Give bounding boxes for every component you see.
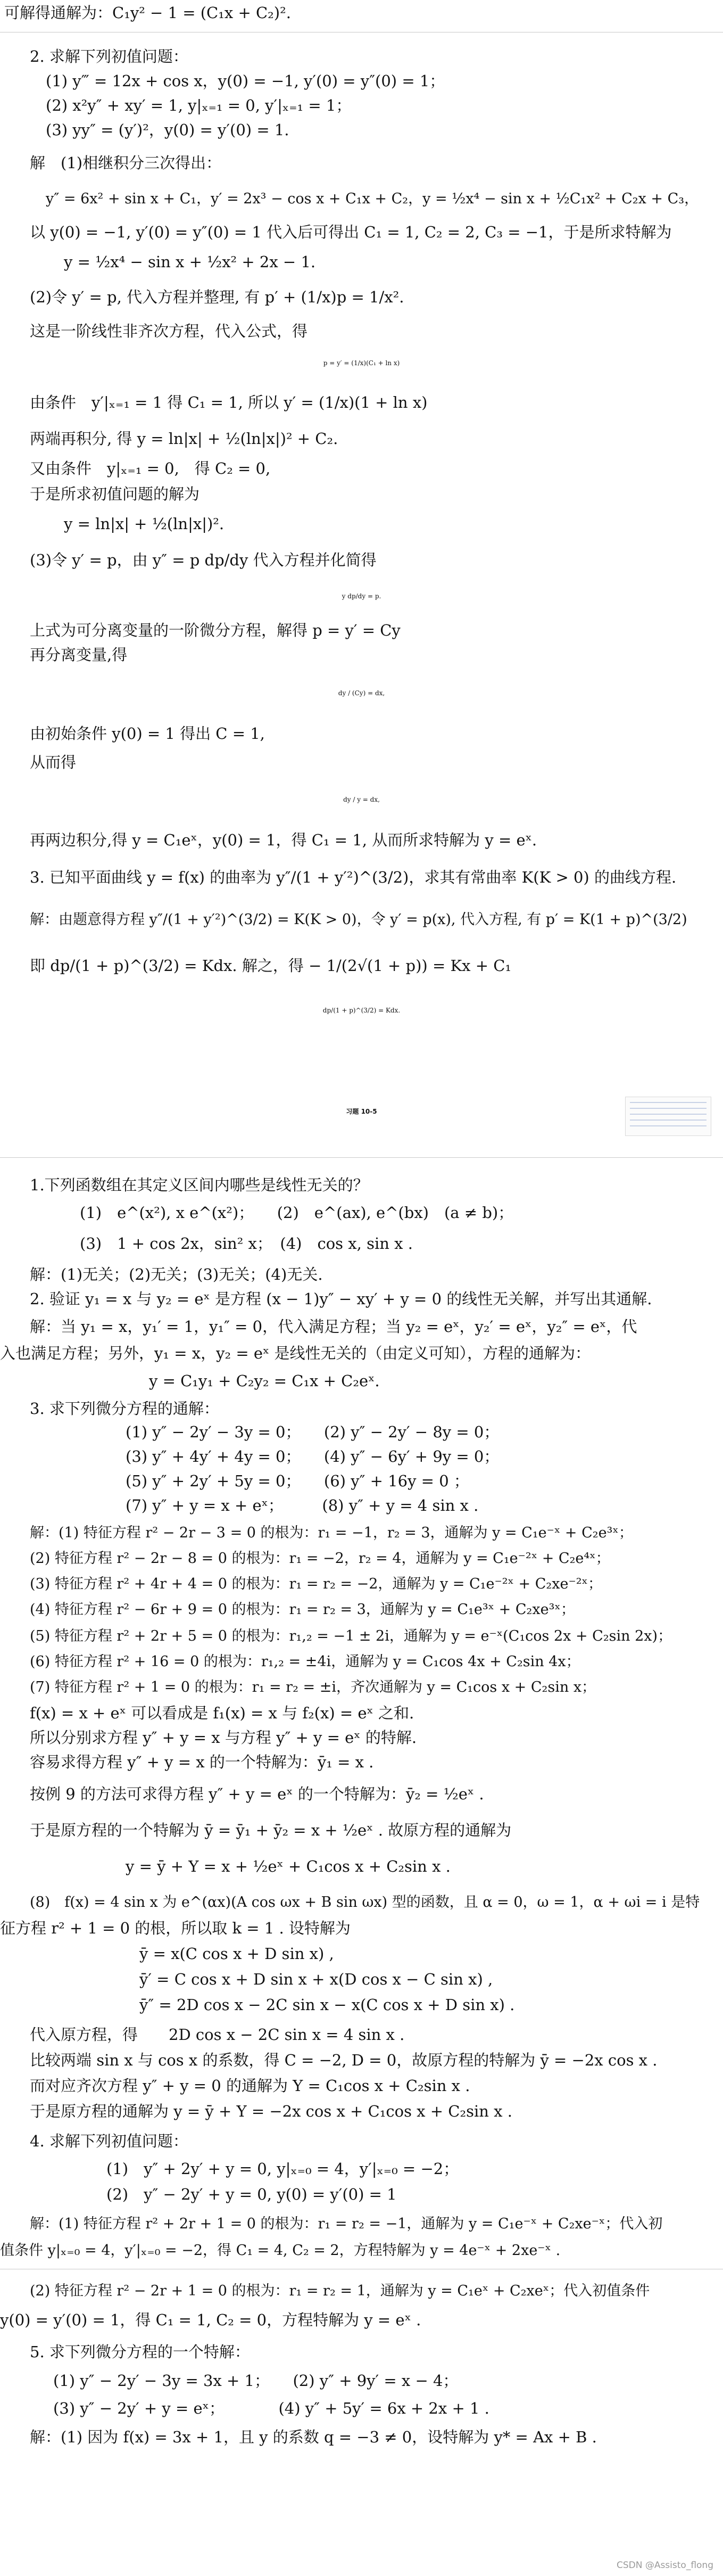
text-line: 两端再积分, 得 y = ln|x| + ½(ln|x|)² + C₂.	[30, 430, 338, 448]
text-line: y″ = 6x² + sin x + C₁，y′ = 2x³ − cos x + C₁x + C₂，y = ½x⁴ − sin x + ½C₁x² + C₂x + C₃，	[46, 191, 699, 207]
text-line: 以 y(0) = −1, y′(0) = y″(0) = 1 代入后可得出 C₁ = 1, C₂ = 2, C₃ = −1，于是所求特解为	[30, 223, 672, 241]
text-line: 比较两端 sin x 与 cos x 的系数，得 C = −2, D = 0，故原方程的特解为 ȳ = −2x cos x .	[30, 2051, 658, 2069]
formula-line: ȳ = x(C cos x + D sin x) ,	[139, 1945, 334, 1963]
divider	[0, 1157, 723, 1158]
text-line: 于是原方程的通解为 y = ȳ + Y = −2x cos x + C₁cos x + C₂sin x .	[30, 2102, 512, 2120]
text-line: 5. 求下列微分方程的一个特解：	[30, 2343, 250, 2361]
text-line: 而对应齐次方程 y″ + y = 0 的通解为 Y = C₁cos x + C₂sin x .	[30, 2077, 470, 2095]
text-line: 2. 验证 y₁ = x 与 y₂ = eˣ 是方程 (x − 1)y″ − xy′ + y = 0 的线性无关解，并写出其通解.	[30, 1290, 652, 1308]
text-line: 解：由题意得方程 y″/(1 + y′²)^(3/2) = K(K > 0)，令 y′ = p(x), 代入方程, 有 p′ = K(1 + p)^(3/2)	[30, 911, 687, 928]
text-line: 于是所求初值问题的解为	[30, 485, 200, 503]
section-title: 习题 10-5	[346, 1108, 377, 1115]
text-line: (1) y″ − 2y′ − 3y = 0； (2) y″ − 2y′ − 8y = 0；	[126, 1423, 500, 1441]
text-line: (2)令 y′ = p, 代入方程并整理, 有 p′ + (1/x)p = 1/x².	[30, 288, 404, 306]
text-line: (5) 特征方程 r² + 2r + 5 = 0 的根为：r₁,₂ = −1 ± 2i，通解为 y = e⁻ˣ(C₁cos 2x + C₂sin 2x)；	[30, 1628, 672, 1644]
text-line: 4. 求解下列初值问题：	[30, 2132, 188, 2150]
formula-line: ȳ′ = C cos x + D sin x + x(D cos x − C sin x) ,	[139, 1970, 493, 1988]
sticky-note-thumbnail	[625, 1097, 711, 1136]
text-line: (2) y″ − 2y′ + y = 0, y(0) = y′(0) = 1	[106, 2185, 397, 2203]
text-line: 3. 已知平面曲线 y = f(x) 的曲率为 y″/(1 + y′²)^(3/2)，求其有常曲率 K(K > 0) 的曲线方程.	[30, 868, 677, 886]
text-line: 即 dp/(1 + p)^(3/2) = Kdx. 解之，得 − 1/(2√(1 + p)) = Kx + C₁	[30, 957, 512, 975]
text-line: 2. 求解下列初值问题：	[30, 47, 188, 65]
text-line: 所以分别求方程 y″ + y = x 与方程 y″ + y = eˣ 的特解.	[30, 1729, 417, 1747]
text-line: y(0) = y′(0) = 1，得 C₁ = 1, C₂ = 0，方程特解为 y = eˣ .	[0, 2311, 421, 2329]
text-line: 解 (1)相继积分三次得出：	[30, 154, 222, 172]
text-line: 解：(1)无关；(2)无关；(3)无关；(4)无关.	[30, 1265, 323, 1283]
text-line: (5) y″ + 2y′ + 5y = 0； (6) y″ + 16y = 0 ；	[126, 1472, 469, 1490]
text-line: 解：(1) 特征方程 r² − 2r − 3 = 0 的根为：r₁ = −1，r₂ = 3，通解为 y = C₁e⁻ˣ + C₂e³ˣ；	[30, 1525, 633, 1541]
text-line: (1) e^(x²), x e^(x²)； (2) e^(ax), e^(bx) (a ≠ b)；	[80, 1204, 514, 1222]
text-line: (2) 特征方程 r² − 2r + 1 = 0 的根为：r₁ = r₂ = 1，通解为 y = C₁eˣ + C₂xeˣ；代入初值条件	[30, 2283, 650, 2299]
formula-line: dy / y = dx,	[343, 796, 380, 803]
text-line: (2) 特征方程 r² − 2r − 8 = 0 的根为：r₁ = −2，r₂ = 4，通解为 y = C₁e⁻²ˣ + C₂e⁴ˣ；	[30, 1550, 610, 1567]
text-line: 于是原方程的一个特解为 ȳ = ȳ₁ + ȳ₂ = x + ½eˣ . 故原方程的通解为	[30, 1821, 512, 1839]
formula-line: y = C₁y₁ + C₂y₂ = C₁x + C₂eˣ.	[149, 1372, 380, 1390]
text-line: (4) 特征方程 r² − 6r + 9 = 0 的根为：r₁ = r₂ = 3，通解为 y = C₁e³ˣ + C₂xe³ˣ；	[30, 1601, 575, 1618]
text-line: 解：当 y₁ = x，y₁′ = 1，y₁″ = 0，代入满足方程；当 y₂ = eˣ，y₂′ = eˣ，y₂″ = eˣ，代	[30, 1318, 637, 1336]
text-line: (2) x²y″ + xy′ = 1, y|ₓ₌₁ = 0, y′|ₓ₌₁ = 1；	[46, 96, 352, 114]
formula-line: y = ½x⁴ − sin x + ½x² + 2x − 1.	[64, 253, 316, 271]
text-line: (1) y‴ = 12x + cos x，y(0) = −1, y′(0) = y″(0) = 1；	[46, 72, 445, 90]
text-line: 上式为可分离变量的一阶微分方程，解得 p = y′ = Cy	[30, 621, 401, 639]
watermark: CSDN @Assisto_flong	[616, 2560, 713, 2571]
text-line: 容易求得方程 y″ + y = x 的一个特解为：ȳ₁ = x .	[30, 1753, 374, 1771]
text-line: 解：(1) 因为 f(x) = 3x + 1，且 y 的系数 q = −3 ≠ 0，设特解为 y* = Ax + B .	[30, 2428, 597, 2446]
formula-line: y = ȳ + Y = x + ½eˣ + C₁cos x + C₂sin x .	[126, 1857, 451, 1875]
text-line: 从而得	[30, 753, 77, 771]
text-line: 代入原方程，得 2D cos x − 2C sin x = 4 sin x .	[30, 2026, 405, 2044]
text-line: (7) 特征方程 r² + 1 = 0 的根为：r₁ = r₂ = ±i，齐次通解为 y = C₁cos x + C₂sin x；	[30, 1679, 596, 1696]
text-line: 入也满足方程；另外，y₁ = x，y₂ = eˣ 是线性无关的（由定义可知），方程的通解为：	[0, 1344, 591, 1362]
formula-line: dy / (Cy) = dx,	[338, 689, 385, 697]
text-line: (7) y″ + y = x + eˣ； (8) y″ + y = 4 sin x .	[126, 1496, 479, 1515]
text-line: 3. 求下列微分方程的通解：	[30, 1400, 219, 1418]
text-line: 值条件 y|ₓ₌₀ = 4，y′|ₓ₌₀ = −2，得 C₁ = 4, C₂ = 2，方程特解为 y = 4e⁻ˣ + 2xe⁻ˣ .	[0, 2242, 561, 2259]
text-line: (6) 特征方程 r² + 16 = 0 的根为：r₁,₂ = ±4i，通解为 y = C₁cos 4x + C₂sin 4x；	[30, 1653, 580, 1670]
text-line: (1) y″ − 2y′ − 3y = 3x + 1； (2) y″ + 9y′ = x − 4；	[53, 2372, 459, 2390]
text-line: 征方程 r² + 1 = 0 的根，所以取 k = 1 . 设特解为	[0, 1919, 351, 1937]
text-line: (3) 1 + cos 2x，sin² x； (4) cos x, sin x .	[80, 1234, 413, 1253]
text-line: (3) y″ − 2y′ + y = eˣ； (4) y″ + 5y′ = 6x + 2x + 1 .	[53, 2399, 489, 2417]
formula-line: y = ln|x| + ½(ln|x|)².	[64, 515, 225, 533]
text-line: 按例 9 的方法可求得方程 y″ + y = eˣ 的一个特解为：ȳ₂ = ½eˣ .	[30, 1785, 484, 1803]
text-line: (3)令 y′ = p，由 y″ = p dp/dy 代入方程并化简得	[30, 551, 377, 569]
text-line: 由条件 y′|ₓ₌₁ = 1 得 C₁ = 1, 所以 y′ = (1/x)(1 + ln x)	[30, 393, 428, 411]
text-line: 这是一阶线性非齐次方程，代入公式，得	[30, 322, 308, 340]
text-line: 解：(1) 特征方程 r² + 2r + 1 = 0 的根为：r₁ = r₂ = −1，通解为 y = C₁e⁻ˣ + C₂xe⁻ˣ；代入初	[30, 2216, 663, 2232]
text-line: 可解得通解为：C₁y² − 1 = (C₁x + C₂)².	[4, 4, 291, 22]
text-line: 1.下列函数组在其定义区间内哪些是线性无关的？	[30, 1176, 369, 1194]
text-line: f(x) = x + eˣ 可以看成是 f₁(x) = x 与 f₂(x) = eˣ 之和.	[30, 1704, 414, 1722]
formula-line: y dp/dy = p.	[342, 592, 381, 600]
text-line: (8) f(x) = 4 sin x 为 e^(αx)(A cos ωx + B sin ωx) 型的函数，且 α = 0，ω = 1，α + ωi = i 是特	[30, 1894, 700, 1911]
text-line: (3) y″ + 4y′ + 4y = 0； (4) y″ − 6y′ + 9y = 0；	[126, 1447, 500, 1466]
text-line: 又由条件 y|ₓ₌₁ = 0, 得 C₂ = 0,	[30, 459, 271, 478]
text-line: (3) 特征方程 r² + 4r + 4 = 0 的根为：r₁ = r₂ = −2，通解为 y = C₁e⁻²ˣ + C₂xe⁻²ˣ；	[30, 1576, 602, 1592]
text-line: (3) yy″ = (y′)²，y(0) = y′(0) = 1.	[46, 121, 289, 139]
formula-line: dp/(1 + p)^(3/2) = Kdx.	[322, 1007, 401, 1014]
text-line: 再分离变量,得	[30, 646, 128, 664]
formula-line: ȳ″ = 2D cos x − 2C sin x − x(C cos x + D sin x) .	[139, 1996, 515, 2014]
text-line: 由初始条件 y(0) = 1 得出 C = 1,	[30, 725, 265, 743]
text-line: 再两边积分,得 y = C₁eˣ，y(0) = 1，得 C₁ = 1, 从而所求特解为 y = eˣ.	[30, 831, 537, 849]
text-line: (1) y″ + 2y′ + y = 0, y|ₓ₌₀ = 4，y′|ₓ₌₀ = −2；	[106, 2160, 459, 2178]
formula-line: p = y′ = (1/x)(C₁ + ln x)	[323, 359, 400, 367]
